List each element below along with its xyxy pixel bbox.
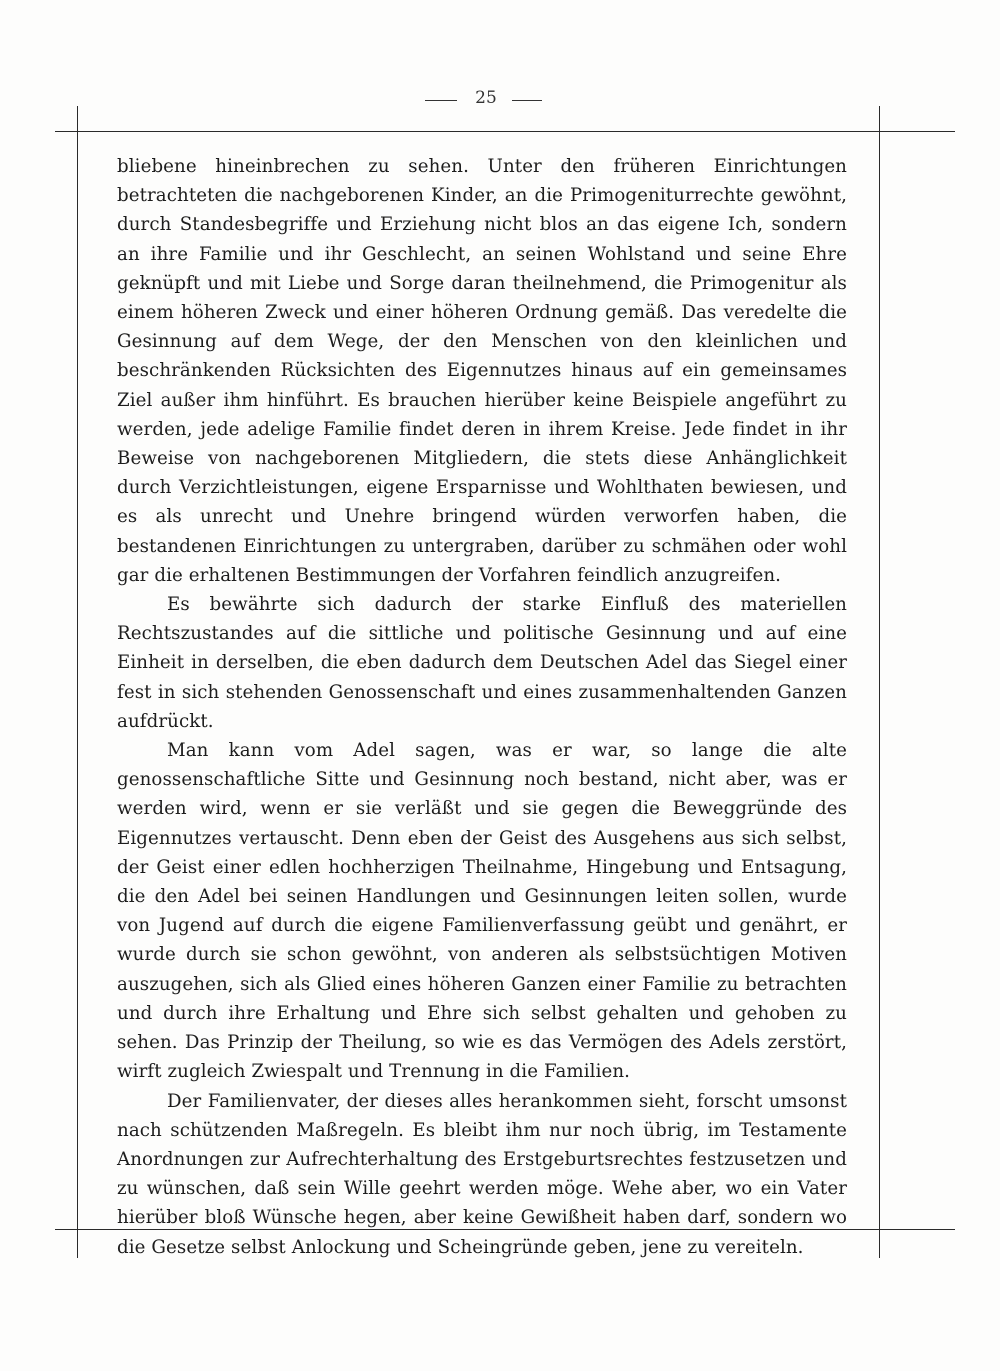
paragraph: Man kann vom Adel sagen, was er war, so lange die alte genossenschaftliche Sitte und Gesinnung noch bestand, nicht aber, was er werden wird, wenn er sie verläßt und sie gegen die Beweggründe des Eigennutzes vertauscht. Denn eben der Geist des Ausgehens aus sich selbst, der Geist einer edlen hochherzigen Theilnahme, Hingebung und Entsagung, die den Adel bei seinen Handlungen und Gesinnungen leiten sollen, wurde von Jugend auf durch die eigene Familienverfassung geübt und genährt, er wurde durch sie schon gewöhnt, von anderen als selbstsüchtigen Motiven auszugehen, sich als Glied eines höheren Ganzen einer Familie zu betrachten und durch ihre Erhaltung und Ehre sich selbst gehalten und gehoben zu sehen. Das Prinzip der Theilung, so wie es das Vermögen des Adels zerstört, wirft zugleich Zwiespalt und Trennung in die Familien. bbox=[117, 740, 847, 1083]
paragraph: bliebene hineinbrechen zu sehen. Unter den früheren Einrichtungen betrachteten die nachgeborenen Kinder, an die Primogeniturrechte gewöhnt, durch Standesbegriffe und Erziehung nicht blos an das eigene Ich, sondern an ihre Familie und ihr Geschlecht, an seinen Wohlstand und seine Ehre geknüpft und mit Liebe und Sorge daran theilnehmend, die Primogenitur als einem höheren Zweck und einer höheren Ordnung gemäß. Das veredelte die Gesinnung auf dem Wege, der den Menschen von den kleinlichen und beschränkenden Rücksichten des Eigennutzes hinaus auf ein gemeinsames Ziel außer ihm hinführt. Es brauchen hierüber keine Beispiele angeführt zu werden, jede adelige Familie findet deren in ihrem Kreise. Jede findet in ihr Beweise von nachgeborenen Mitgliedern, die stets diese Anhänglichkeit durch Verzichtleistungen, eigene Ersparnisse und Wohlthaten bewiesen, und es als unrecht und Unehre bringend würden verworfen haben, die bestandenen Einrichtungen zu untergraben, darüber zu schmähen oder wohl gar die erhaltenen Bestimmungen der Vorfahren feindlich anzugreifen. bbox=[117, 156, 847, 586]
body-text bbox=[117, 152, 847, 1258]
left-rule bbox=[77, 106, 78, 1258]
page-number: 25 bbox=[475, 88, 497, 108]
paragraph: Der Familienvater, der dieses alles herankommen sieht, forscht umsonst nach schützenden Maßregeln. Es bleibt ihm nur noch übrig, im Testamente Anordnungen zur Aufrechterhaltung des Erstgeburtsrechtes festzusetzen und zu wünschen, daß sein Wille geehrt werden möge. Wehe aber, wo ein Vater hierüber bloß Wünsche hegen, aber keine Gewißheit haben darf, sondern wo die Gesetze selbst Anlockung und Scheingründe geben, jene zu vereiteln. bbox=[117, 1090, 847, 1258]
top-rule bbox=[55, 131, 955, 132]
header-dash-left bbox=[425, 100, 457, 101]
paragraph: Es bewährte sich dadurch der starke Einfluß des materiellen Rechtszustandes auf die sittliche und politische Gesinnung und auf eine Einheit in derselben, die eben dadurch dem Deutschen Adel das Siegel einer fest in sich stehenden Genossenschaft und eines zusammenhaltenden Ganzen aufdrückt. bbox=[117, 594, 847, 732]
right-rule bbox=[879, 106, 880, 1258]
page-header bbox=[0, 88, 1000, 112]
header-dash-right bbox=[512, 100, 542, 101]
